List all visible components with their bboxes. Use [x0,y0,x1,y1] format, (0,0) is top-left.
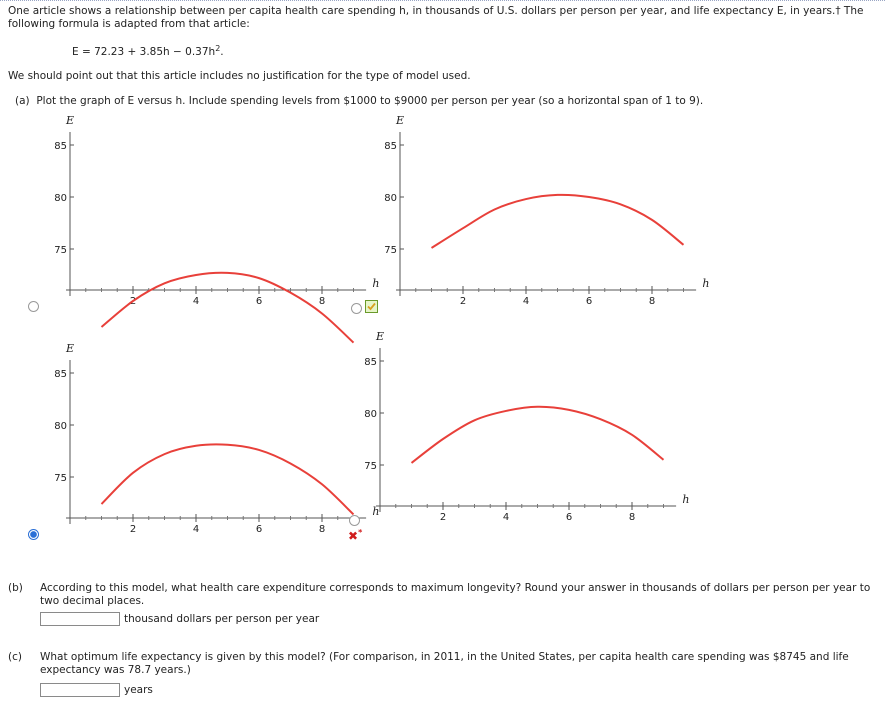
x-tick-label: 4 [522,296,530,307]
x-tick-label: 2 [129,296,137,307]
option-c-radio[interactable] [28,529,39,540]
x-tick-label: 6 [255,296,263,307]
x-tick-label: 8 [318,296,326,307]
x-axis-label: h [702,277,710,290]
x-axis-label: h [372,505,380,518]
graph-option-c [40,340,380,540]
x-tick-label: 6 [585,296,593,307]
y-tick-label: 75 [384,245,397,256]
part-a-label: (a) [15,95,30,107]
correct-check-icon [365,300,378,313]
option-a-radio[interactable] [28,301,39,312]
x-tick-label: 6 [255,524,263,535]
x-tick-label: 2 [439,512,447,523]
part-a-question [15,95,703,107]
y-tick-label: 75 [54,473,67,484]
series-line [102,444,354,514]
part-c-unit: years [124,684,153,696]
x-tick-label: 4 [192,524,200,535]
incorrect-x-star: * [358,528,363,537]
y-tick-label: 80 [54,193,67,204]
y-tick-label: 85 [54,369,67,380]
incorrect-x-glyph: ✖ [348,529,359,543]
x-axis-label: h [682,493,690,506]
part-c-prompt: What optimum life expectancy is given by this model? (For comparison, in 2011, in the United States, per capita health care spending was $8745 and life expectancy was 78.7 years.) [40,651,849,676]
x-tick-label: 2 [129,524,137,535]
y-tick-label: 85 [384,141,397,152]
series-line [412,407,664,463]
top-divider [0,0,885,1]
x-tick-label: 4 [502,512,510,523]
x-tick-label: 4 [192,296,200,307]
y-axis-label: E [395,114,405,127]
x-tick-label: 8 [648,296,656,307]
x-tick-label: 8 [628,512,636,523]
series-line [102,273,354,343]
part-b-unit: thousand dollars per person per year [124,613,320,625]
y-tick-label: 80 [364,409,377,420]
part-b-prompt: According to this model, what health care expenditure corresponds to maximum longevity? Round your answer in thousands of dollars per person per year to two decimal places. [40,582,871,607]
part-c-label: (c) [8,651,22,663]
incorrect-x-icon [348,528,362,543]
y-tick-label: 75 [54,245,67,256]
y-tick-label: 85 [54,141,67,152]
graph-option-d [350,328,690,528]
formula-end: . [220,46,224,58]
part-c-question [8,651,880,677]
part-a-prompt: Plot the graph of E versus h. Include spending levels from $1000 to $9000 per person per year (so a horizontal span of 1 to 9). [36,95,704,107]
graph-option-b [370,112,710,322]
y-axis-label: E [65,114,75,127]
option-b-radio[interactable] [351,303,362,314]
x-tick-label: 6 [565,512,573,523]
part-b-question [8,582,880,608]
part-b-answer-input[interactable] [40,612,120,626]
model-note: We should point out that this article includes no justification for the type of model used. [8,70,471,82]
x-axis-label: h [372,277,380,290]
y-tick-label: 85 [364,357,377,368]
formula-exponent: 2 [215,44,221,53]
graph-option-a [40,112,380,322]
x-tick-label: 8 [318,524,326,535]
formula-main: E = 72.23 + 3.85h − 0.37h [72,46,216,58]
y-axis-label: E [375,330,385,343]
y-tick-label: 75 [364,461,377,472]
y-tick-label: 80 [54,421,67,432]
y-axis-label: E [65,342,75,355]
x-tick-label: 2 [459,296,467,307]
problem-intro: One article shows a relationship between per capita health care spending h, in thousands of U.S. dollars per person per year, and life expectancy E, in years.† The following formula is adapted from that article: [8,5,864,30]
part-c-answer-input[interactable] [40,683,120,697]
model-formula [72,44,224,58]
part-b-label: (b) [8,582,23,594]
y-tick-label: 80 [384,193,397,204]
series-line [432,195,684,248]
option-d-radio[interactable] [349,515,360,526]
